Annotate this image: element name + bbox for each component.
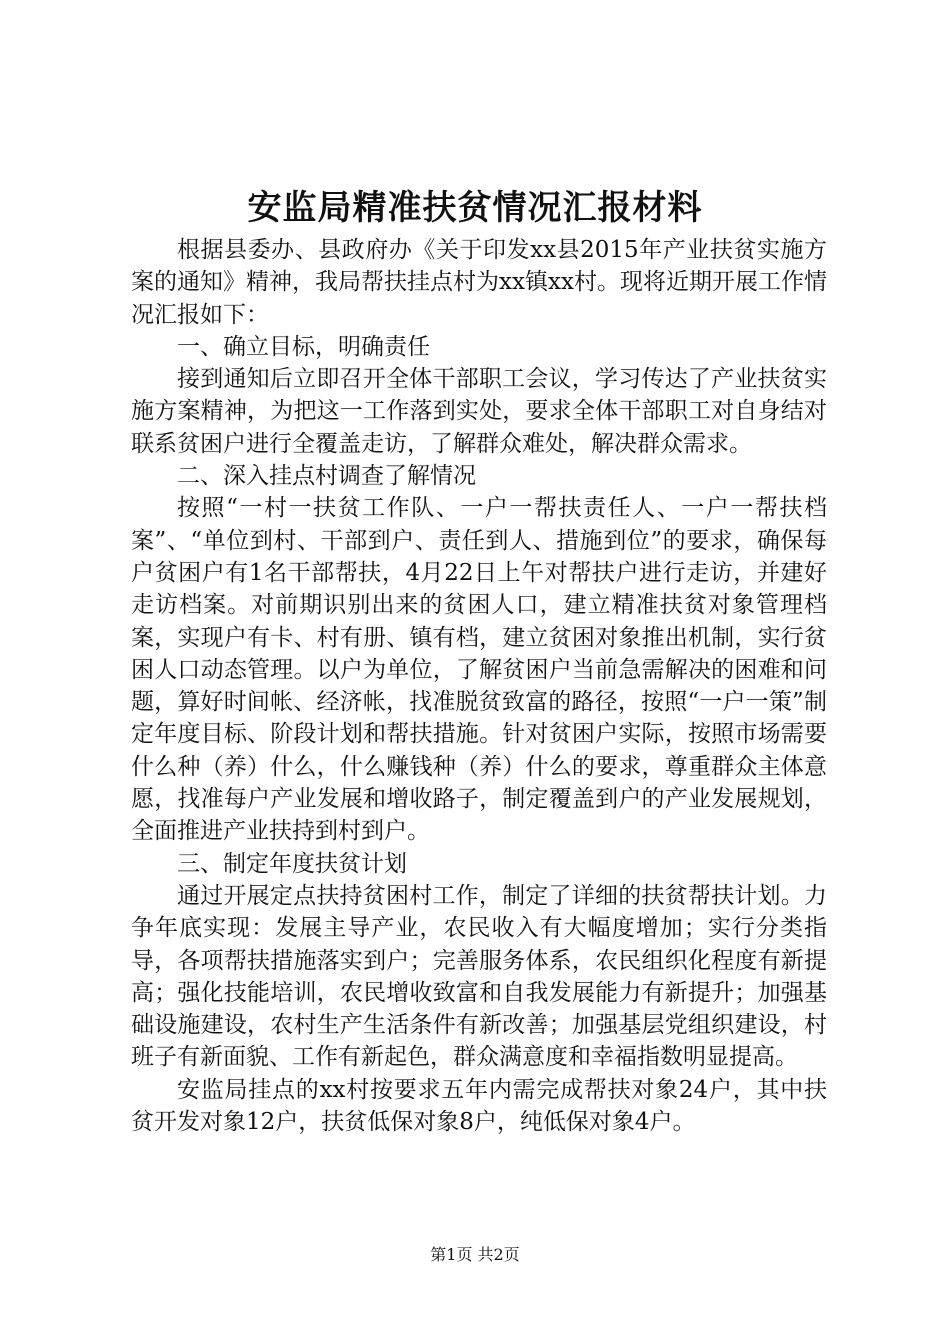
intro-paragraph: 根据县委办、县政府办《关于印发xx县2015年产业扶贫实施方案的通知》精神，我局帮扶挂点村为xx镇xx村。现将近期开展工作情况汇报如下： xyxy=(131,237,827,328)
page-footer: 第1页 共2页 xyxy=(430,1245,520,1264)
section-3-paragraph: 通过开展定点扶持贫困村工作，制定了详细的扶贫帮扶计划。力争年底实现：发展主导产业，农民收入有大幅度增加；实行分类指导，各项帮扶措施落实到户；完善服务体系，农民组织化程度有新提高；强化技能培训，农民增收致富和自我发展能力有新提升；加强基础设施建设，农村生产生活条件有新改善；加强基层党组织建设，村班子有新面貌、工作有新起色，群众满意度和幸福指数明显提高。 xyxy=(131,882,827,1071)
document-body xyxy=(131,234,827,1138)
closing-paragraph: 安监局挂点的xx村按要求五年内需完成帮扶对象24户，其中扶贫开发对象12户，扶贫低保对象8户，纯低保对象4户。 xyxy=(131,1076,827,1136)
section-heading-3: 三、制定年度扶贫计划 xyxy=(177,850,407,877)
document-title: 安监局精准扶贫情况汇报材料 xyxy=(247,188,703,228)
section-heading-1: 一、确立目标，明确责任 xyxy=(177,333,430,360)
section-2-paragraph: 按照“一村一扶贫工作队、一户一帮扶责任人、一户一帮扶档案”、“单位到村、干部到户、责任到人、措施到位”的要求，确保每户贫困户有1名干部帮扶，4月22日上午对帮扶户进行走访，并建好走访档案。对前期识别出来的贫困人口，建立精准扶贫对象管理档案，实现户有卡、村有册、镇有档，建立贫困对象推出机制，实行贫困人口动态管理。以户为单位，了解贫困户当前急需解决的困难和问题，算好时间帐、经济帐，找准脱贫致富的路径，按照“一户一策”制定年度目标、阶段计划和帮扶措施。针对贫困户实际，按照市场需要什么种（养）什么，什么赚钱种（养）什么的要求，尊重群众主体意愿，找准每户产业发展和增收路子，制定覆盖到户的产业发展规划，全面推进产业扶持到村到户。 xyxy=(131,495,827,845)
section-heading-2: 二、深入挂点村调查了解情况 xyxy=(177,463,476,490)
section-1-paragraph: 接到通知后立即召开全体干部职工会议，学习传达了产业扶贫实施方案精神，为把这一工作落到实处，要求全体干部职工对自身结对联系贫困户进行全覆盖走访，了解群众难处，解决群众需求。 xyxy=(131,366,827,457)
